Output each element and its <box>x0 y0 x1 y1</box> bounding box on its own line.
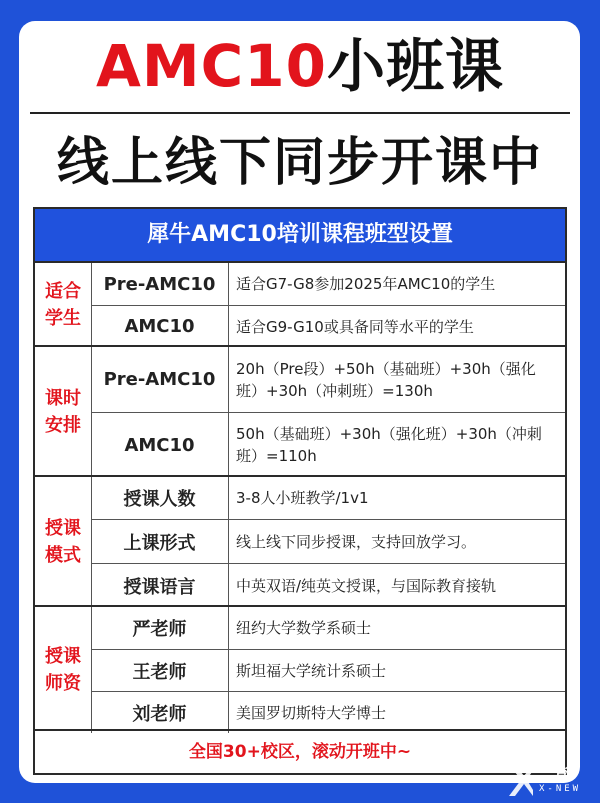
row-label: AMC10 <box>91 306 229 347</box>
group-target-students <box>35 261 565 347</box>
brand-watermark <box>505 760 600 803</box>
row-label: 王老师 <box>91 650 229 691</box>
table-row <box>91 649 565 691</box>
table-row <box>91 519 565 563</box>
row-value: 斯坦福大学统计系硕士 <box>236 661 387 680</box>
row-label: Pre-AMC10 <box>91 263 229 305</box>
brand-logo-icon <box>507 760 535 800</box>
row-label: 授课人数 <box>91 477 229 519</box>
group-name: 授课模式 <box>35 477 92 607</box>
row-value: 中英双语/纯英文授课，与国际教育接轨 <box>236 576 497 595</box>
group-name: 授课师资 <box>35 607 92 733</box>
table-footer: 全国30+校区，滚动开班中~ <box>35 729 565 773</box>
watermark-text-cn: …育 <box>539 765 570 783</box>
row-label: AMC10 <box>91 413 229 477</box>
title-small-class: 小班课 <box>326 32 504 100</box>
page-title <box>0 30 600 102</box>
row-value: 3-8人小班教学/1v1 <box>236 489 369 507</box>
group-teachers <box>35 605 565 733</box>
title-amc10: AMC10 <box>96 32 327 100</box>
table-header: 犀牛AMC10培训课程班型设置 <box>35 209 565 261</box>
row-value: 适合G7-G8参加2025年AMC10的学生 <box>236 275 496 293</box>
watermark-text-en: X-NEW <box>539 784 582 794</box>
table-row <box>91 607 565 649</box>
table-row <box>91 477 565 519</box>
course-table <box>33 207 567 775</box>
page-subtitle: 线上线下同步开课中 <box>56 133 543 193</box>
row-label: 授课语言 <box>91 564 229 607</box>
group-name: 课时安排 <box>35 347 92 477</box>
table-row <box>91 263 565 305</box>
row-label: 上课形式 <box>91 520 229 563</box>
group-teaching-mode <box>35 475 565 607</box>
group-name: 适合学生 <box>35 263 92 347</box>
table-row <box>91 412 565 477</box>
row-value: 美国罗切斯特大学博士 <box>236 703 387 722</box>
row-value: 线上线下同步授课，支持回放学习。 <box>236 532 477 551</box>
row-label: 刘老师 <box>91 692 229 733</box>
table-row <box>91 563 565 607</box>
row-value: 20h（Pre段）+50h（基础班）+30h（强化班）+30h（冲刺班）=130h <box>236 359 536 400</box>
group-schedule <box>35 345 565 477</box>
table-row <box>91 691 565 733</box>
row-label: Pre-AMC10 <box>91 347 229 412</box>
table-row <box>91 347 565 412</box>
row-value: 50h（基础班）+30h（强化班）+30h（冲刺班）=110h <box>236 425 542 465</box>
title-divider <box>30 112 570 114</box>
table-row <box>91 305 565 347</box>
row-value: 适合G9-G10或具备同等水平的学生 <box>236 317 474 336</box>
row-label: 严老师 <box>91 607 229 649</box>
row-value: 纽约大学数学系硕士 <box>236 619 372 637</box>
